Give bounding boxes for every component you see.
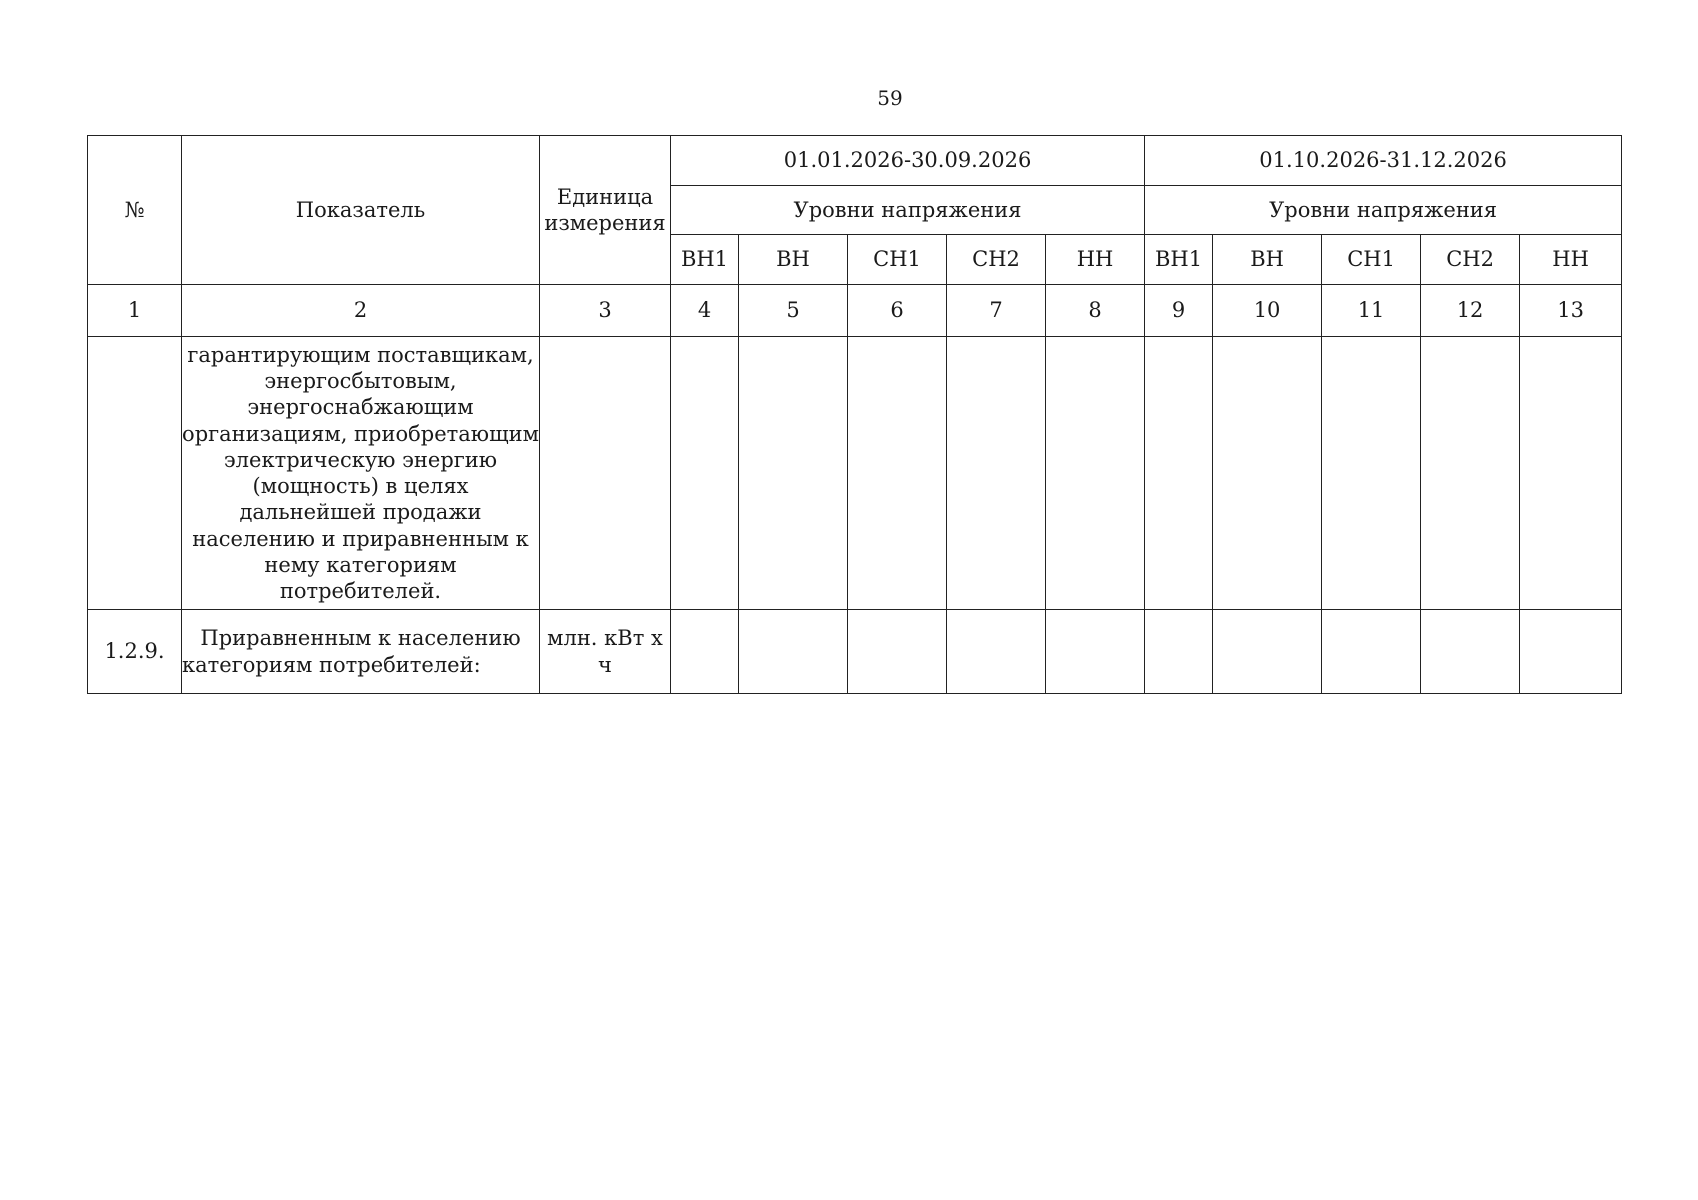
column-number: 2 <box>182 285 540 337</box>
header-period-2: 01.10.2026-31.12.2026 <box>1145 136 1622 186</box>
value-cell <box>671 610 739 694</box>
column-number: 9 <box>1145 285 1213 337</box>
value-cell <box>848 610 947 694</box>
row-indicator-cell: гарантирующим поставщикам, энергосбытовым, энергоснабжающим организациям, приобретающим электрическую энергию (мощность) в целях дальнейшей продажи населению и приравненным к нему категориям потребителей. <box>182 337 540 610</box>
value-cell <box>1322 610 1421 694</box>
value-cell <box>1145 337 1213 610</box>
column-number: 10 <box>1213 285 1322 337</box>
header-voltage-code: НН <box>1046 235 1145 285</box>
column-number: 1 <box>88 285 182 337</box>
header-voltage-code: СН2 <box>1421 235 1520 285</box>
column-number: 6 <box>848 285 947 337</box>
value-cell <box>947 337 1046 610</box>
header-voltage-levels-1: Уровни напряжения <box>671 186 1145 235</box>
header-row-periods <box>88 136 1622 186</box>
header-unit: Единица измерения <box>540 136 671 285</box>
row-unit-cell <box>540 337 671 610</box>
header-period-1: 01.01.2026-30.09.2026 <box>671 136 1145 186</box>
header-indicator: Показатель <box>182 136 540 285</box>
header-voltage-code: СН1 <box>1322 235 1421 285</box>
column-number: 4 <box>671 285 739 337</box>
header-voltage-levels-2: Уровни напряжения <box>1145 186 1622 235</box>
header-voltage-code: СН1 <box>848 235 947 285</box>
value-cell <box>1213 337 1322 610</box>
column-number: 7 <box>947 285 1046 337</box>
column-number: 11 <box>1322 285 1421 337</box>
header-voltage-code: ВН1 <box>671 235 739 285</box>
column-number: 13 <box>1520 285 1622 337</box>
header-voltage-code: ВН <box>1213 235 1322 285</box>
value-cell <box>1213 610 1322 694</box>
value-cell <box>671 337 739 610</box>
report-table <box>87 135 1622 694</box>
table-row <box>88 610 1622 694</box>
value-cell <box>848 337 947 610</box>
value-cell <box>1322 337 1421 610</box>
header-voltage-code: ВН <box>739 235 848 285</box>
header-voltage-code: НН <box>1520 235 1622 285</box>
row-indicator-cell: Приравненным к населению категориям потребителей: <box>182 610 540 694</box>
row-number-cell: 1.2.9. <box>88 610 182 694</box>
header-number: № <box>88 136 182 285</box>
page-number: 59 <box>877 86 903 110</box>
row-unit-cell: млн. кВт х ч <box>540 610 671 694</box>
column-number: 12 <box>1421 285 1520 337</box>
value-cell <box>1520 610 1622 694</box>
value-cell <box>947 610 1046 694</box>
value-cell <box>1046 610 1145 694</box>
row-number-cell <box>88 337 182 610</box>
column-number: 5 <box>739 285 848 337</box>
value-cell <box>1046 337 1145 610</box>
header-voltage-code: СН2 <box>947 235 1046 285</box>
value-cell <box>739 610 848 694</box>
value-cell <box>1520 337 1622 610</box>
table-row <box>88 337 1622 610</box>
header-voltage-code: ВН1 <box>1145 235 1213 285</box>
value-cell <box>1421 610 1520 694</box>
column-number: 3 <box>540 285 671 337</box>
column-number-row <box>88 285 1622 337</box>
value-cell <box>1421 337 1520 610</box>
value-cell <box>1145 610 1213 694</box>
column-number: 8 <box>1046 285 1145 337</box>
value-cell <box>739 337 848 610</box>
